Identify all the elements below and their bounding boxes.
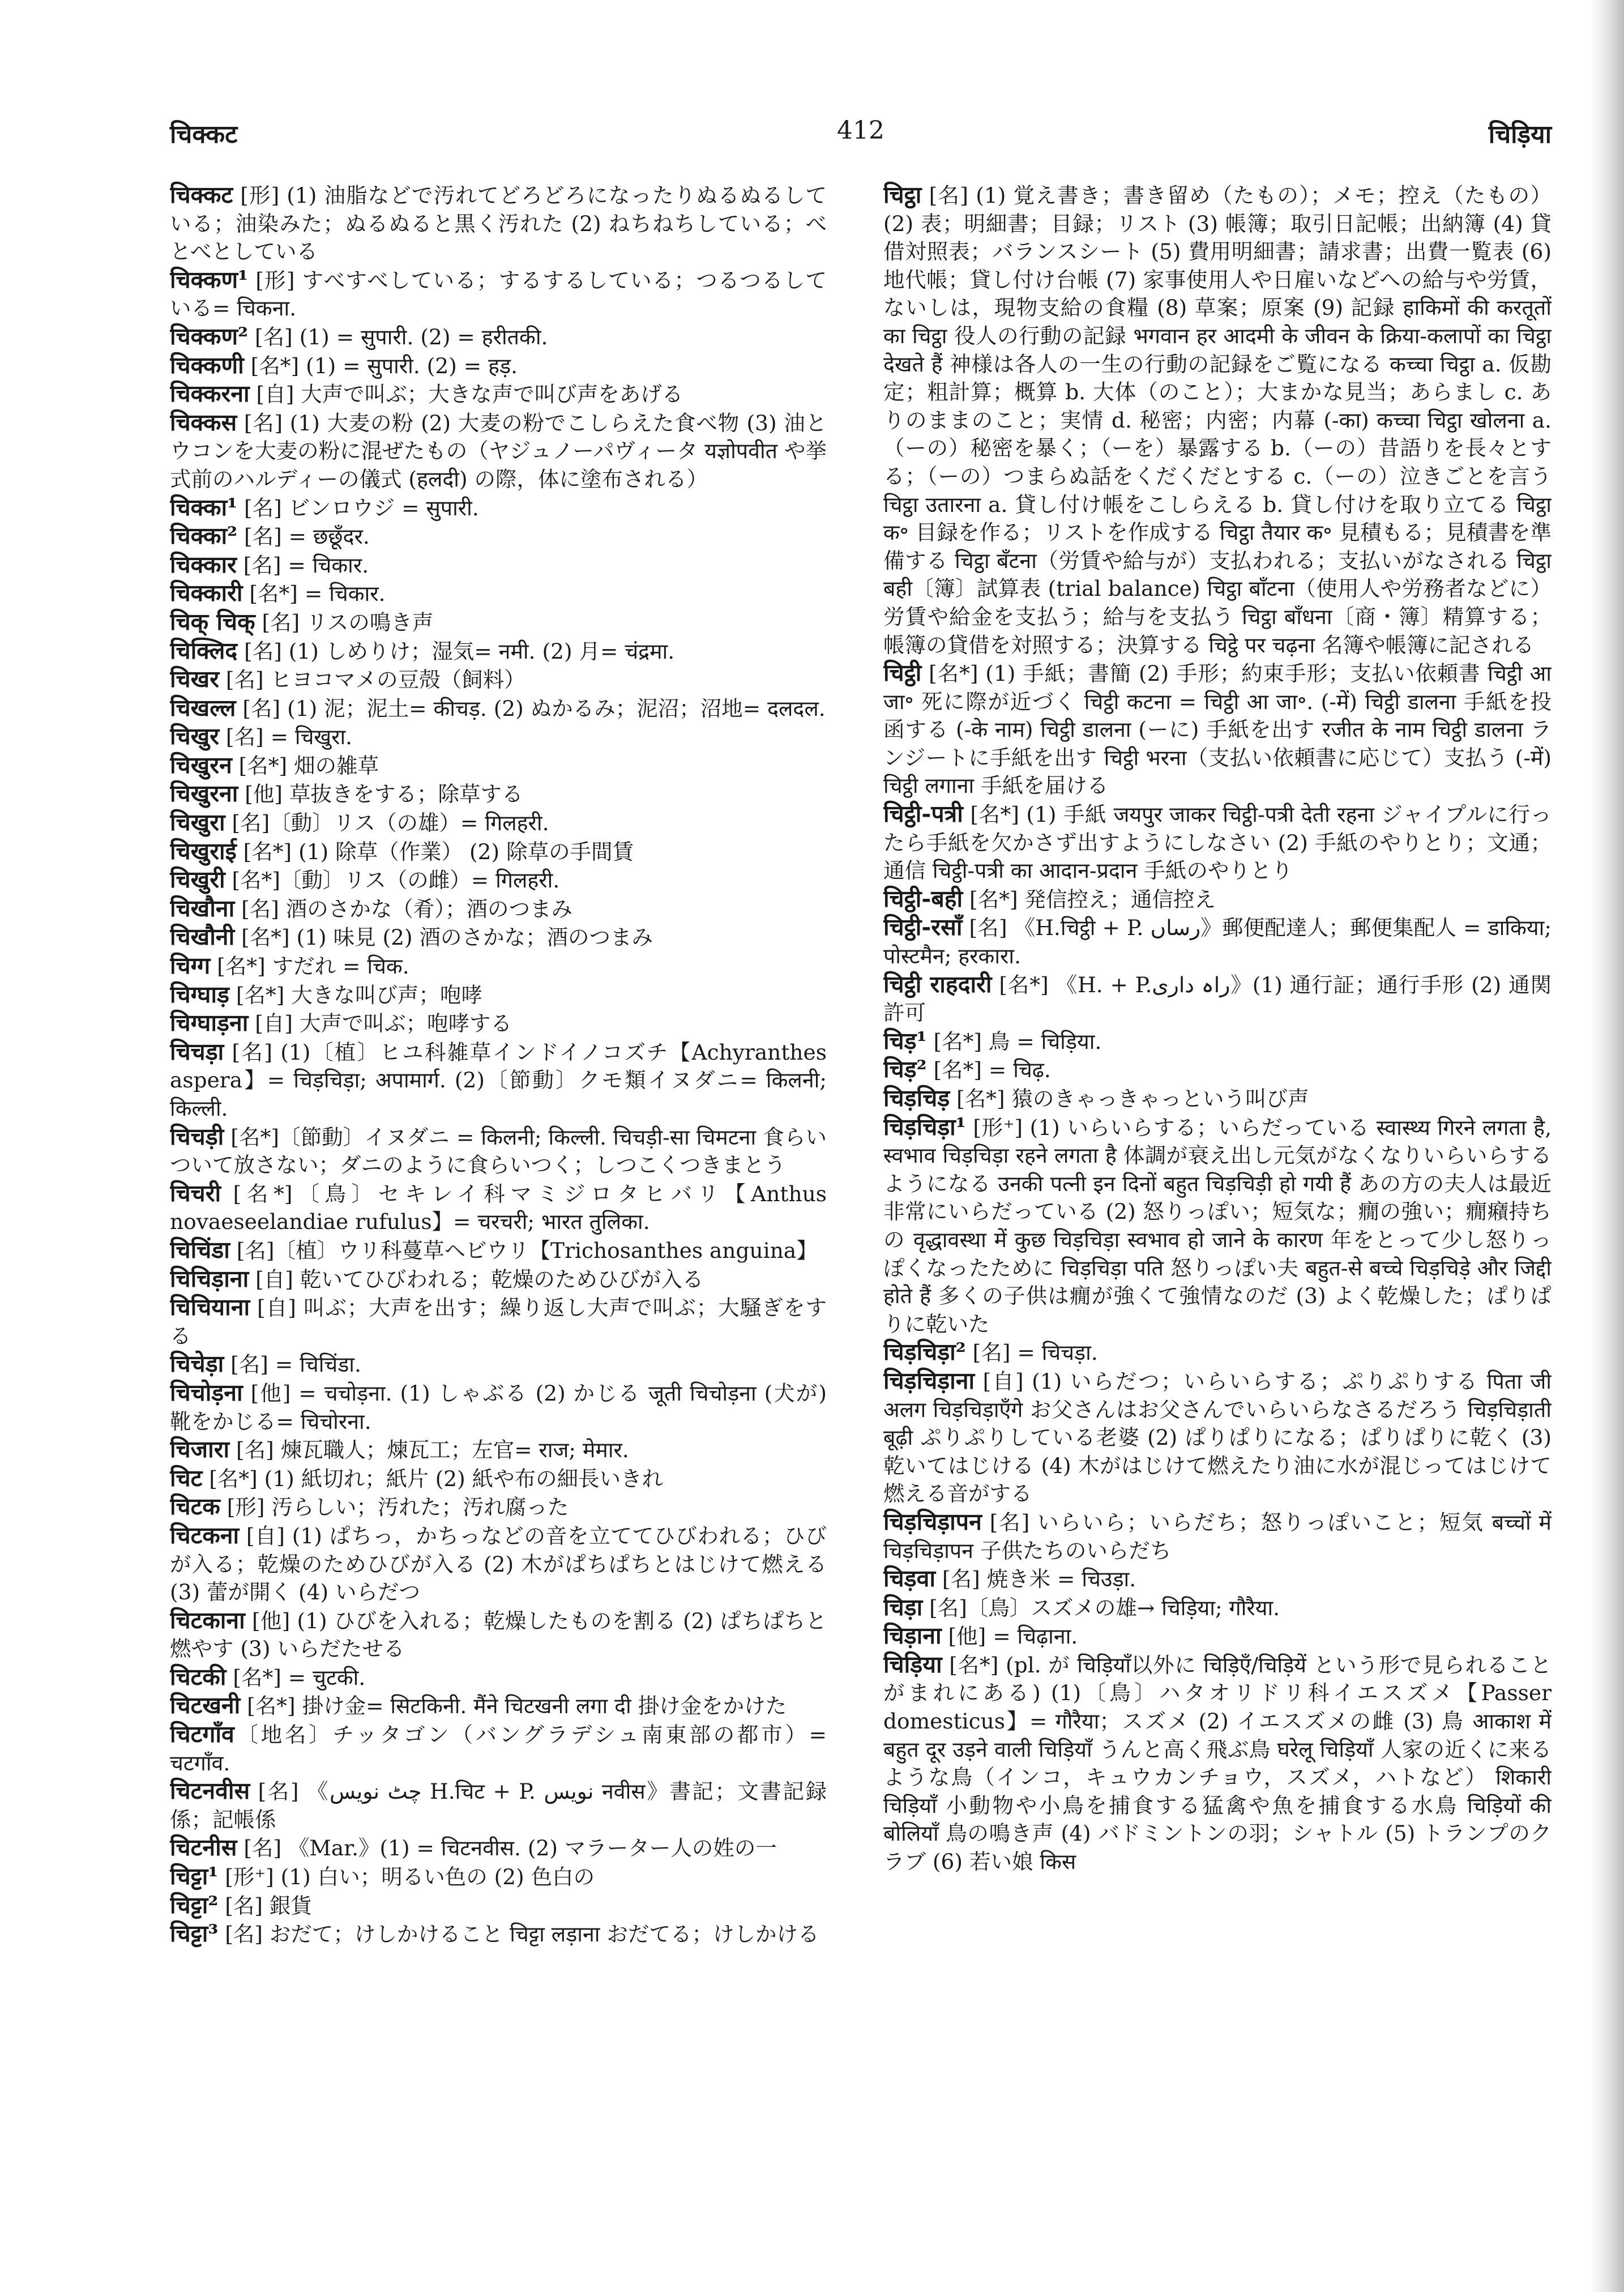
- entry-definition: [名] リスの鳴き声: [255, 609, 434, 635]
- dictionary-entry: [170, 780, 827, 809]
- entry-headword: चिखुरना: [170, 780, 238, 808]
- entry-definition: [名] ヒヨコマメの豆殻（飼料）: [219, 667, 525, 693]
- right-guide-word: चिड़िया: [1488, 120, 1552, 149]
- entry-definition: [名] 《H.चिट्ठी + P. رساں》郵便配達人；郵便集配人 = डाकिया; पोस्टमैन; हरकारा.: [883, 915, 1552, 969]
- entry-definition: [名] 煉瓦職人；煉瓦工；左官= राज; मेमार.: [229, 1437, 629, 1463]
- dictionary-entry: [170, 1892, 827, 1920]
- dictionary-entry: [883, 1622, 1552, 1651]
- entry-definition: [名]〔動〕リス（の雄）= गिलहरी.: [225, 810, 549, 836]
- dictionary-entry: [883, 914, 1552, 970]
- dictionary-entry: [170, 1009, 827, 1038]
- dictionary-entry: [170, 1863, 827, 1892]
- entry-headword: चिखुरन: [170, 751, 232, 779]
- dictionary-entry: [170, 637, 827, 666]
- entry-definition: [名*] 猿のきゃっきゃっという叫び声: [950, 1086, 1309, 1111]
- entry-headword: चिट्ठा: [883, 181, 922, 208]
- entry-headword: चिट्ठी-बही: [883, 885, 963, 912]
- dictionary-entry: [883, 1594, 1552, 1623]
- entry-headword: चिचियाना: [170, 1294, 250, 1321]
- dictionary-entry: [883, 1338, 1552, 1367]
- dictionary-entry: [883, 1508, 1552, 1565]
- entry-definition: [名*] (1) 除草（作業） (2) 除草の手間賃: [236, 839, 634, 864]
- dictionary-entry: [170, 665, 827, 694]
- dictionary-entry: [883, 1027, 1552, 1056]
- entry-definition: [自] (1) いらだつ；いらいらする；ぷりぷりする पिता जी अलग चिड़चिड़ाएँगे お父さんはお父さんでいらいらなさるだろう चिड़चिड़ाती बूढ़ी ぷりぷりしている老婆 (2) ぱりぱりになる；ぱりぱりに乾く (3) 乾いてはじける (4) 木がはじけて燃えたり油に水が混じってはじけて燃える音がする: [883, 1368, 1552, 1506]
- entry-headword: चिड़चिड़ा²: [883, 1338, 966, 1366]
- entry-headword: चिटक: [170, 1493, 220, 1521]
- dictionary-entry: [170, 923, 827, 952]
- dictionary-entry: [170, 1522, 827, 1607]
- entry-definition: [名] = चिकार.: [236, 552, 369, 578]
- dictionary-entry: [883, 659, 1552, 800]
- entry-definition: [名] = चिचड़ा.: [965, 1340, 1098, 1365]
- entry-headword: चिक्का¹: [170, 493, 238, 521]
- entry-headword: चिक्करना: [170, 380, 250, 408]
- dictionary-entry: [170, 1777, 827, 1834]
- entry-definition: [自] (1) ぱちっ，かちっなどの音を立ててひびわれる；ひびが入る；乾燥のためひびが入る (2) 木がぱちぱちとはじけて燃える (3) 蕾が開く (4) いらだつ: [170, 1523, 827, 1605]
- entry-headword: चिक्कणी: [170, 351, 244, 379]
- dictionary-entry: [170, 1265, 827, 1294]
- dictionary-entry: [170, 866, 827, 895]
- entry-headword: चिखौनी: [170, 923, 235, 951]
- entry-definition: [名] ビンロウジ = सुपारी.: [237, 495, 479, 520]
- entry-definition: [他] = चचोड़ना. (1) しゃぶる (2) かじる जूती चिचोड़ना (犬が) 靴をかじる= चिचोरना.: [170, 1380, 827, 1434]
- entry-headword: चिड़वा: [883, 1565, 936, 1593]
- entry-headword: चिचोड़ना: [170, 1378, 243, 1406]
- dictionary-entry: [170, 1834, 827, 1863]
- entry-definition: [名*] = चुटकी.: [226, 1664, 366, 1690]
- dictionary-entry: [170, 1350, 827, 1379]
- entry-definition: [名] (1) 覚え書き；書き留め（たもの）；メモ；控え（たもの） (2) 表；明細書；目録；リスト (3) 帳簿；取引日記帳；出納簿 (4) 貸借対照表；バランスシート (5) 費用明細書；請求書；出費一覧表 (6) 地代帳；貸し付け台帳 (7) 家事使用人や日雇いなどへの給与や労賃，ないしは，現物支給の食糧 (8) 草案；原案 (9) 記録 हाकिमों की करतूतों का चिट्ठा 役人の行動の記録 भगवान हर आदमी के जीवन के क्रिया-कलापों का चिट्ठा देखते हैं 神様は各人の一生の行動の記録をご覧になる कच्चा चिट्ठा a. 仮勘定；粗計算；概算 b. 大体（のこと）；大まかな見当；あらまし c. ありのままのこと；実情 d. 秘密；内密；内幕 (-का) कच्चा चिट्ठा खोलना a.（ーの）秘密を暴く；（ーを）暴露する b.（ーの）昔語りを長々とする；（ーの）つまらぬ話をくだくだとする c.（ーの）泣きごとを言う चिट्ठा उतारना a. 貸し付け帳をこしらえる b. 貸し付けを取り立てる चिट्ठा क॰ 目録を作る；リストを作成する चिट्ठा तैयार क॰ 見積もる；見積書を準備する चिट्ठा बँटना（労賃や給与が）支払われる；支払いがなされる चिट्ठा बही〔簿〕試算表 (trial balance) चिट्ठा बाँटना（使用人や労務者などに）労賃や給金を支払う；給与を支払う चिट्ठा बाँधना〔商・簿〕精算する；帳簿の貸借を対照する；決算する चिट्ठे पर चढ़ना 名簿や帳簿に記される: [883, 183, 1552, 658]
- entry-headword: चिटनीस: [170, 1834, 237, 1862]
- entry-headword: चिखल्ल: [170, 694, 236, 722]
- entry-headword: चिचिड़ाना: [170, 1265, 249, 1292]
- dictionary-entry: [170, 266, 827, 323]
- entry-definition: [名*] 掛け金= सिटकिनी. मैंने चिटखनी लगा दी 掛け金をかけた: [240, 1693, 787, 1719]
- entry-headword: चिटखनी: [170, 1692, 241, 1719]
- left-column: [170, 181, 827, 2192]
- entry-headword: चिट्ठी-पत्री: [883, 800, 963, 828]
- entry-definition: [名*] すだれ = चिक.: [210, 954, 409, 979]
- dictionary-entry: [170, 1692, 827, 1721]
- entry-definition: [名] いらいら；いらだち；怒りっぽいこと；短気 बच्चों में चिड़चिड़ापन 子供たちのいらだち: [883, 1509, 1552, 1563]
- entry-headword: चिट्टा³: [170, 1920, 219, 1948]
- left-guide-word: चिक्कट: [170, 120, 238, 149]
- dictionary-entry: [170, 1123, 827, 1180]
- entry-headword: चिक्कस: [170, 408, 237, 436]
- entry-definition: [名] 焼き米 = चिउड़ा.: [935, 1567, 1136, 1592]
- right-column: [883, 181, 1552, 2192]
- dictionary-entry: [170, 752, 827, 780]
- entry-headword: चिखौना: [170, 894, 235, 922]
- entry-headword: चिखर: [170, 665, 219, 693]
- dictionary-entry: [883, 181, 1552, 659]
- entry-headword: चिटनवीस: [170, 1777, 250, 1805]
- entry-headword: चिचिंडा: [170, 1236, 230, 1264]
- dictionary-entry: [170, 181, 827, 266]
- dictionary-entry: [883, 1367, 1552, 1508]
- entry-headword: चिचरी: [170, 1179, 221, 1207]
- dictionary-entry: [170, 522, 827, 551]
- entry-definition: [名]〔鳥〕スズメの雄→ चिड़िया; गौरैया.: [922, 1595, 1280, 1620]
- entry-headword: चिचड़ा: [170, 1038, 224, 1065]
- entry-definition: [名*] 大きな叫び声；咆哮: [229, 982, 482, 1008]
- entry-headword: चिट: [170, 1464, 203, 1492]
- entry-definition: [名*] (1) 手紙；書簡 (2) 手形；約束手形；支払い依頼書 चिट्ठी आ जा॰ 死に際が近づく चिट्ठी कटना = चिट्ठी आ जा॰. (-में) चिट्ठी डालना 手紙を投函する (-के नाम) चिट्ठी डालना (ーに) 手紙を出す रजीत के नाम चिट्ठी डालना ランジートに手紙を出す चिट्ठी भरना（支払い依頼書に応じて）支払う (-में) चिट्ठी लगाना 手紙を届ける: [883, 661, 1552, 799]
- dictionary-entry: [170, 809, 827, 838]
- entry-definition: [名*]〔節動〕イヌダニ = किलनी; किल्ली. चिचड़ी-सा चिमटना 食らいついて放さない；ダニのように食らいつく；しつこくつきまとう: [170, 1124, 827, 1178]
- dictionary-entry: [170, 551, 827, 580]
- entry-headword: चिड़ाना: [883, 1622, 942, 1650]
- entry-headword: चिक्कट: [170, 181, 233, 208]
- entry-headword: चिक्कार: [170, 550, 237, 578]
- entry-headword: चिड़चिड़: [883, 1085, 950, 1112]
- entry-definition: [名*] 発信控え；通信控え: [963, 886, 1216, 912]
- dictionary-entry: [170, 952, 827, 981]
- dictionary-entry: [883, 1085, 1552, 1113]
- entry-definition: [名*] = चिढ़.: [926, 1057, 1051, 1083]
- entry-definition: [自] 大声で叫ぶ；咆哮する: [248, 1011, 512, 1036]
- entry-definition: [名] 酒のさかな（肴）；酒のつまみ: [234, 896, 573, 921]
- entry-definition: [形] すべすべしている；するするしている；つるつるしている= चिकना.: [170, 267, 827, 321]
- dictionary-entry: [883, 1565, 1552, 1594]
- entry-definition: [他] (1) ひびを入れる；乾燥したものを割る (2) ぱちぱちと燃やす (3) いらだたせる: [170, 1608, 827, 1662]
- entry-headword: चिग्घाड़ना: [170, 1009, 249, 1037]
- entry-definition: [名] おだて；けしかけること चिट्टा लड़ाना おだてる；けしかける: [218, 1922, 819, 1947]
- dictionary-entry: [170, 1493, 827, 1522]
- dictionary-entry: [170, 494, 827, 523]
- entry-headword: चिटकी: [170, 1663, 226, 1691]
- entry-headword: चिग्ग: [170, 952, 211, 980]
- entry-definition: [名] 銀貨: [218, 1893, 312, 1918]
- dictionary-entry: [883, 971, 1552, 1027]
- dictionary-entry: [883, 1056, 1552, 1085]
- entry-definition: [他] = चिढ़ाना.: [941, 1624, 1078, 1649]
- scan-edge-shadow: [1590, 0, 1624, 2292]
- dictionary-entry: [170, 838, 827, 867]
- entry-definition: [自] 大声で叫ぶ；大きな声で叫び声をあげる: [249, 382, 683, 407]
- entry-headword: चिखुराई: [170, 837, 237, 865]
- dictionary-entry: [170, 579, 827, 608]
- entry-definition: [名*] 《H. + P.راہ داری》(1) 通行証；通行手形 (2) 通関許可: [883, 972, 1552, 1026]
- entry-definition: [名*]〔鳥〕セキレイ科マミジロタヒバリ【Anthus novaeseelandiae rufulus】= चरचरी; भारत तुलिका.: [170, 1181, 827, 1235]
- entry-definition: [名*] = चिकार.: [242, 581, 386, 607]
- entry-definition: [名] (1)〔植〕ヒユ科雑草インドイノコズチ【Achyranthes aspera】= चिड़चिड़ा; अपामार्ग. (2)〔節動〕クモ類イヌダニ= किलनी; किल्ली.: [170, 1039, 827, 1121]
- entry-definition: [名*] (1) 味見 (2) 酒のさかな；酒のつまみ: [234, 925, 653, 950]
- entry-definition: [名] 《چٹ نویس H.चिट + P. نویس नवीस》書記；文書記録係；記帳係: [170, 1779, 827, 1832]
- dictionary-entry: [170, 608, 827, 637]
- entry-headword: चिड़चिड़ापन: [883, 1508, 982, 1535]
- entry-definition: [名*] 畑の雑草: [232, 753, 379, 778]
- dictionary-entry: [170, 1379, 827, 1436]
- entry-definition: [名] = छछूँदर.: [237, 524, 370, 549]
- dictionary-entry: [170, 1607, 827, 1663]
- entry-headword: चिक्कण¹: [170, 266, 249, 293]
- entry-headword: चिटगाँव: [170, 1721, 234, 1748]
- entry-headword: चिटकना: [170, 1521, 240, 1549]
- entry-headword: चिक्लिद: [170, 637, 238, 664]
- dictionary-entry: [170, 1920, 827, 1949]
- dictionary-entry: [170, 981, 827, 1010]
- entry-headword: चिक्कण²: [170, 322, 249, 350]
- dictionary-entry: [170, 1721, 827, 1777]
- dictionary-entry: [170, 380, 827, 409]
- entry-headword: चिड़²: [883, 1056, 927, 1083]
- dictionary-entry: [170, 723, 827, 752]
- entry-headword: चिग्घाड़: [170, 980, 229, 1008]
- entry-definition: [形] 汚らしい；汚れた；汚れ腐った: [220, 1495, 569, 1520]
- dictionary-entry: [170, 409, 827, 494]
- entry-definition: [名] (1) = सुपारी. (2) = हरीतकी.: [248, 324, 548, 349]
- entry-headword: चिड़¹: [883, 1027, 927, 1055]
- entry-definition: [名*]〔動〕リス（の雌）= गिलहरी.: [225, 868, 560, 893]
- entry-headword: चिट्ठी: [883, 659, 922, 687]
- dictionary-entry: [170, 1465, 827, 1493]
- entry-headword: चिखुर: [170, 723, 219, 750]
- dictionary-entry: [883, 800, 1552, 885]
- dictionary-entry: [170, 694, 827, 723]
- dictionary-entry: [883, 885, 1552, 914]
- dictionary-entry: [883, 1651, 1552, 1876]
- entry-headword: चिड़िया: [883, 1650, 942, 1678]
- entry-definition: [名] (1) 泥；泥土= कीचड़. (2) ぬかるみ；泥沼；沼地= दलदल.: [236, 695, 826, 721]
- entry-headword: चिट्टा¹: [170, 1863, 219, 1890]
- entry-definition: [名] = चिचिंडा.: [224, 1352, 361, 1377]
- dictionary-entry: [170, 895, 827, 924]
- entry-headword: चिड़चिड़ा¹: [883, 1113, 966, 1141]
- entry-headword: चिक् चिक्: [170, 608, 255, 635]
- entry-definition: 〔地名〕チッタゴン（バングラデシュ南東部の都市）= चटगाँव.: [170, 1722, 827, 1775]
- entry-definition: [名*] (1) 手紙 जयपुर जाकर चिट्ठी-पत्री देती रहना ジャイプルに行ったら手紙を欠かさず出すようにしなさい (2) 手紙のやりとり；文通；通信 चिट्ठी-पत्री का आदान-प्रदान 手紙のやりとり: [883, 802, 1552, 883]
- entry-definition: [形] (1) 油脂などで汚れてどろどろになったりぬるぬるしている；油染みた；ぬるぬると黒く汚れた (2) ねちねちしている；べとべとしている: [170, 183, 827, 264]
- entry-definition: [自] 叫ぶ；大声を出す；繰り返し大声で叫ぶ；大騒ぎをする: [170, 1295, 827, 1348]
- entry-definition: [名*] 鳥 = चिड़िया.: [926, 1028, 1102, 1054]
- dictionary-entry: [170, 1236, 827, 1265]
- dictionary-entry: [170, 1038, 827, 1123]
- entry-headword: चिखुरा: [170, 809, 225, 836]
- dictionary-entry: [170, 323, 827, 352]
- dictionary-entry: [170, 352, 827, 381]
- entry-definition: [形⁺] (1) いらいらする；いらだっている स्वास्थ्य गिरने लगता है, स्वभाव चिड़चिड़ा रहने लगता है 体調が衰え出し元気がなくなりいらいらするようになる उनकी पत्नी इन दिनों बहुत चिड़चिड़ी हो गयी हैं あの方の夫人は最近非常にいらだっている (2) 怒りっぽい；短気な；癇の強い；癇癪持ちの वृद्धावस्था में कुछ चिड़चिड़ा स्वभाव हो जाने के कारण 年をとって少し怒りっぽくなったために चिड़चिड़ा पति 怒りっぽい夫 बहुत-से बच्चे चिड़चिड़े और जिद्दी होते हैं 多くの子供は癇が強くて強情なのだ (3) よく乾燥した；ぱりぱりに乾いた: [883, 1115, 1552, 1337]
- entry-definition: [形⁺] (1) 白い；明るい色の (2) 色白の: [218, 1864, 595, 1890]
- entry-definition: [名*] (pl. が चिड़ियाँ以外に चिड़िएँ/चिड़ियें という形で見られることがまれにある) (1)〔鳥〕ハタオリドリ科イエスズメ【Passer domesticus】= गौरैया；スズメ (2) イエスズメの雌 (3) 鳥 आकाश में बहुत दूर उड़ने वाली चिड़ियाँ うんと高く飛ぶ鳥 घरेलू चिड़ियाँ 人家の近くに来るような鳥（インコ，キュウカンチョウ，スズメ，ハトなど） शिकारी चिड़ियाँ 小動物や小鳥を捕食する猛禽や魚を捕食する水鳥 चिड़ियों की बोलियाँ 鳥の鳴き声 (4) バドミントンの羽；シャトル (5) トランプのクラブ (6) 若い娘 किस: [883, 1652, 1552, 1875]
- entry-headword: चिक्कारी: [170, 579, 243, 607]
- dictionary-entry: [170, 1180, 827, 1236]
- entry-definition: [名] 《Mar.》(1) = चिटनवीस. (2) マラーター人の姓の一: [237, 1836, 777, 1861]
- entry-definition: [名*] (1) 紙切れ；紙片 (2) 紙や布の細長いきれ: [202, 1466, 664, 1491]
- entry-headword: चिट्ठी राहदारी: [883, 970, 992, 998]
- dictionary-entry: [170, 1663, 827, 1692]
- entry-definition: [自] 乾いてひびわれる；乾燥のためひびが入る: [249, 1266, 704, 1292]
- entry-headword: चिड़चिड़ाना: [883, 1367, 975, 1394]
- dictionary-entry: [170, 1436, 827, 1465]
- entry-headword: चिड़ा: [883, 1593, 923, 1621]
- entry-definition: [名] (1) しめりけ；湿気= नमी. (2) 月= चंद्रमा.: [237, 638, 675, 664]
- entry-definition: [名*] (1) = सुपारी. (2) = हड़.: [243, 353, 518, 378]
- entry-headword: चिटकाना: [170, 1606, 245, 1634]
- page-header: [170, 110, 1552, 156]
- entry-headword: चिचेड़ा: [170, 1350, 224, 1378]
- dictionary-entry: [883, 1113, 1552, 1339]
- entry-headword: चिट्ठी-रसाँ: [883, 914, 963, 941]
- entry-headword: चिट्टा²: [170, 1891, 219, 1919]
- entry-definition: [名]〔植〕ウリ科蔓草ヘビウリ【Trichosanthes anguina】: [229, 1237, 818, 1263]
- dictionary-entry: [170, 1294, 827, 1350]
- entry-headword: चिखुरी: [170, 866, 225, 894]
- entry-definition: [他] 草抜きをする；除草する: [238, 782, 523, 807]
- entry-headword: चिक्का²: [170, 522, 238, 550]
- entry-headword: चिचड़ी: [170, 1122, 224, 1150]
- entry-definition: [名] = चिखुरा.: [219, 724, 353, 750]
- entry-definition: [名] (1) 大麦の粉 (2) 大麦の粉でこしらえた食べ物 (3) 油とウコンを大麦の粉に混ぜたもの（ヤジュノーパヴィータ यज्ञोपवीत や挙式前のハルディーの儀式 (हलदी) の際，体に塗布される）: [170, 410, 827, 492]
- page-number: 412: [837, 116, 884, 145]
- entry-headword: चिजारा: [170, 1436, 230, 1463]
